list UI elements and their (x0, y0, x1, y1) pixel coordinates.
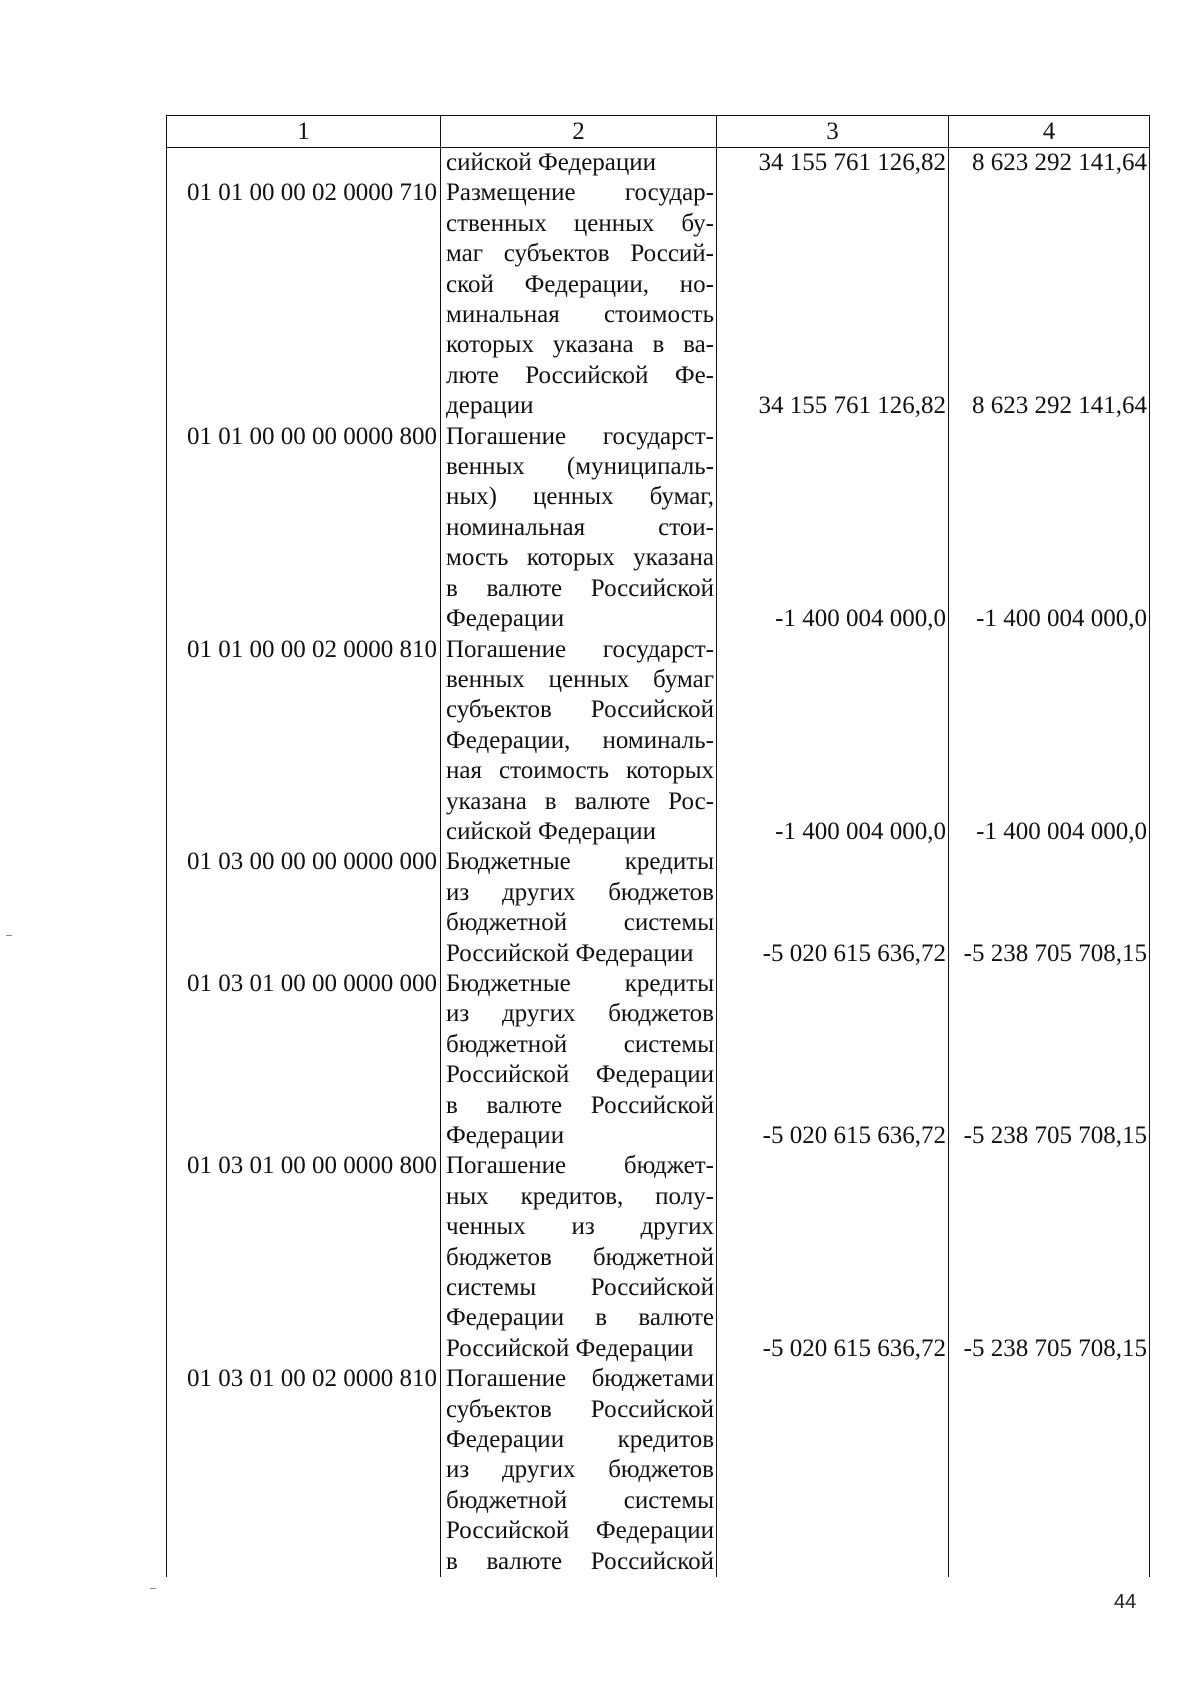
row-name-line: люте Российской Фе- (446, 361, 714, 389)
table-header-row (167, 116, 1150, 148)
table-row (167, 148, 1150, 179)
row-amount-1: -5 020 615 636,72 (717, 1151, 949, 1364)
row-amount-2: -1 400 004 000,0 (949, 635, 1150, 848)
row-name-line: в валюте Российской (446, 574, 714, 602)
column-header-amount-1: 3 (717, 116, 949, 148)
table-row (167, 1151, 1150, 1364)
row-name-line: Федерации кредитов (446, 1426, 714, 1454)
row-name (441, 422, 717, 635)
row-amount-1: -5 020 615 636,72 (717, 847, 949, 969)
table-row (167, 969, 1150, 1151)
row-name-line: бюджетной системы (446, 909, 714, 937)
row-name-line: Федерации в валюте (446, 1304, 714, 1332)
table-row (167, 1364, 1150, 1577)
row-amount-2: -5 238 705 708,15 (949, 1151, 1150, 1364)
row-name-line: субъектов Российской (446, 696, 714, 724)
row-amount-2: 8 623 292 141,64 (949, 148, 1150, 179)
row-name-line: системы Российской (446, 1274, 714, 1302)
row-name-line: в валюте Российской (446, 1547, 714, 1575)
row-name-line: ственных ценных бу- (446, 209, 714, 237)
row-name-line: ная стоимость которых (446, 757, 714, 785)
row-name-line: ных кредитов, полу- (446, 1182, 714, 1210)
row-name-line: маг субъектов Россий- (446, 240, 714, 268)
row-name-line: ченных из других (446, 1213, 714, 1241)
row-code: 01 03 01 00 00 0000 000 (167, 969, 441, 1151)
row-name-line: субъектов Российской (446, 1395, 714, 1423)
row-name-line: минальная стоимость (446, 301, 714, 329)
row-name-line: дерации (446, 392, 534, 420)
row-code: 01 01 00 00 02 0000 710 (167, 178, 441, 421)
row-name (441, 178, 717, 421)
row-name-line: Российской Федерации (446, 1061, 714, 1089)
row-name-line: Погашение государст- (446, 635, 714, 663)
row-name-line: Федерации, номиналь- (446, 726, 714, 754)
row-name (441, 635, 717, 848)
row-name-line: Погашение государст- (446, 422, 714, 450)
row-amount-1: -1 400 004 000,0 (717, 635, 949, 848)
row-name-line: мость которых указана (446, 544, 714, 572)
row-name-line: Погашение бюджетами (446, 1365, 714, 1393)
column-header-code: 1 (167, 116, 441, 148)
row-name-line: Федерации (446, 605, 565, 633)
scan-artifact (6, 935, 12, 936)
row-name-line: Бюджетные кредиты (446, 848, 714, 876)
row-name-line: в валюте Российской (446, 1091, 714, 1119)
row-name-line: сийской Федерации (446, 817, 657, 845)
row-name-line: из других бюджетов (446, 1000, 714, 1028)
row-name-line: ской Федерации, но- (446, 270, 714, 298)
table-body (167, 148, 1150, 1578)
row-amount-1: 34 155 761 126,82 (717, 148, 949, 179)
row-name-line: которых указана в ва- (446, 331, 714, 359)
row-name (441, 1151, 717, 1364)
table-row (167, 635, 1150, 848)
row-name-line: Российской Федерации (446, 1517, 714, 1545)
row-name-line: Российской Федерации (446, 939, 694, 967)
row-name-line: ных) ценных бумаг, (446, 483, 714, 511)
column-header-amount-2: 4 (949, 116, 1150, 148)
budget-sources-table (166, 115, 1150, 1577)
row-name (441, 148, 717, 179)
row-name (441, 1364, 717, 1577)
row-name-line: венных (муниципаль- (446, 453, 714, 481)
row-amount-1 (717, 1364, 949, 1577)
row-amount-1: 34 155 761 126,82 (717, 178, 949, 421)
row-code: 01 03 00 00 00 0000 000 (167, 847, 441, 969)
row-amount-2 (949, 1364, 1150, 1577)
row-code (167, 148, 441, 179)
row-name-line: бюджетной системы (446, 1030, 714, 1058)
row-name-line: Бюджетные кредиты (446, 969, 714, 997)
column-header-name: 2 (441, 116, 717, 148)
row-code: 01 03 01 00 02 0000 810 (167, 1364, 441, 1577)
row-name-line: венных ценных бумаг (446, 665, 714, 693)
row-name-line: сийской Федерации (446, 149, 657, 176)
row-name-line: Федерации (446, 1122, 565, 1149)
row-code: 01 03 01 00 00 0000 800 (167, 1151, 441, 1364)
row-name-line: указана в валюте Рос- (446, 787, 714, 815)
row-amount-2: 8 623 292 141,64 (949, 178, 1150, 421)
row-name-line: из других бюджетов (446, 1456, 714, 1484)
row-amount-2: -1 400 004 000,0 (949, 422, 1150, 635)
row-name-line: Размещение государ- (446, 179, 714, 207)
row-name-line: бюджетной системы (446, 1486, 714, 1514)
row-name (441, 847, 717, 969)
row-name-line: Погашение бюджет- (446, 1152, 714, 1180)
row-name-line: номинальная стои- (446, 513, 714, 541)
row-name (441, 969, 717, 1151)
row-amount-1: -1 400 004 000,0 (717, 422, 949, 635)
row-name-line: из других бюджетов (446, 878, 714, 906)
page-number: 44 (1114, 1591, 1137, 1613)
row-code: 01 01 00 00 00 0000 800 (167, 422, 441, 635)
table-row (167, 422, 1150, 635)
table-row (167, 178, 1150, 421)
table-row (167, 847, 1150, 969)
row-name-line: бюджетов бюджетной (446, 1243, 714, 1271)
row-amount-2: -5 238 705 708,15 (949, 969, 1150, 1151)
scan-artifact (150, 1588, 156, 1589)
row-amount-1: -5 020 615 636,72 (717, 969, 949, 1151)
row-amount-2: -5 238 705 708,15 (949, 847, 1150, 969)
row-name-line: Российской Федерации (446, 1334, 694, 1362)
row-code: 01 01 00 00 02 0000 810 (167, 635, 441, 848)
